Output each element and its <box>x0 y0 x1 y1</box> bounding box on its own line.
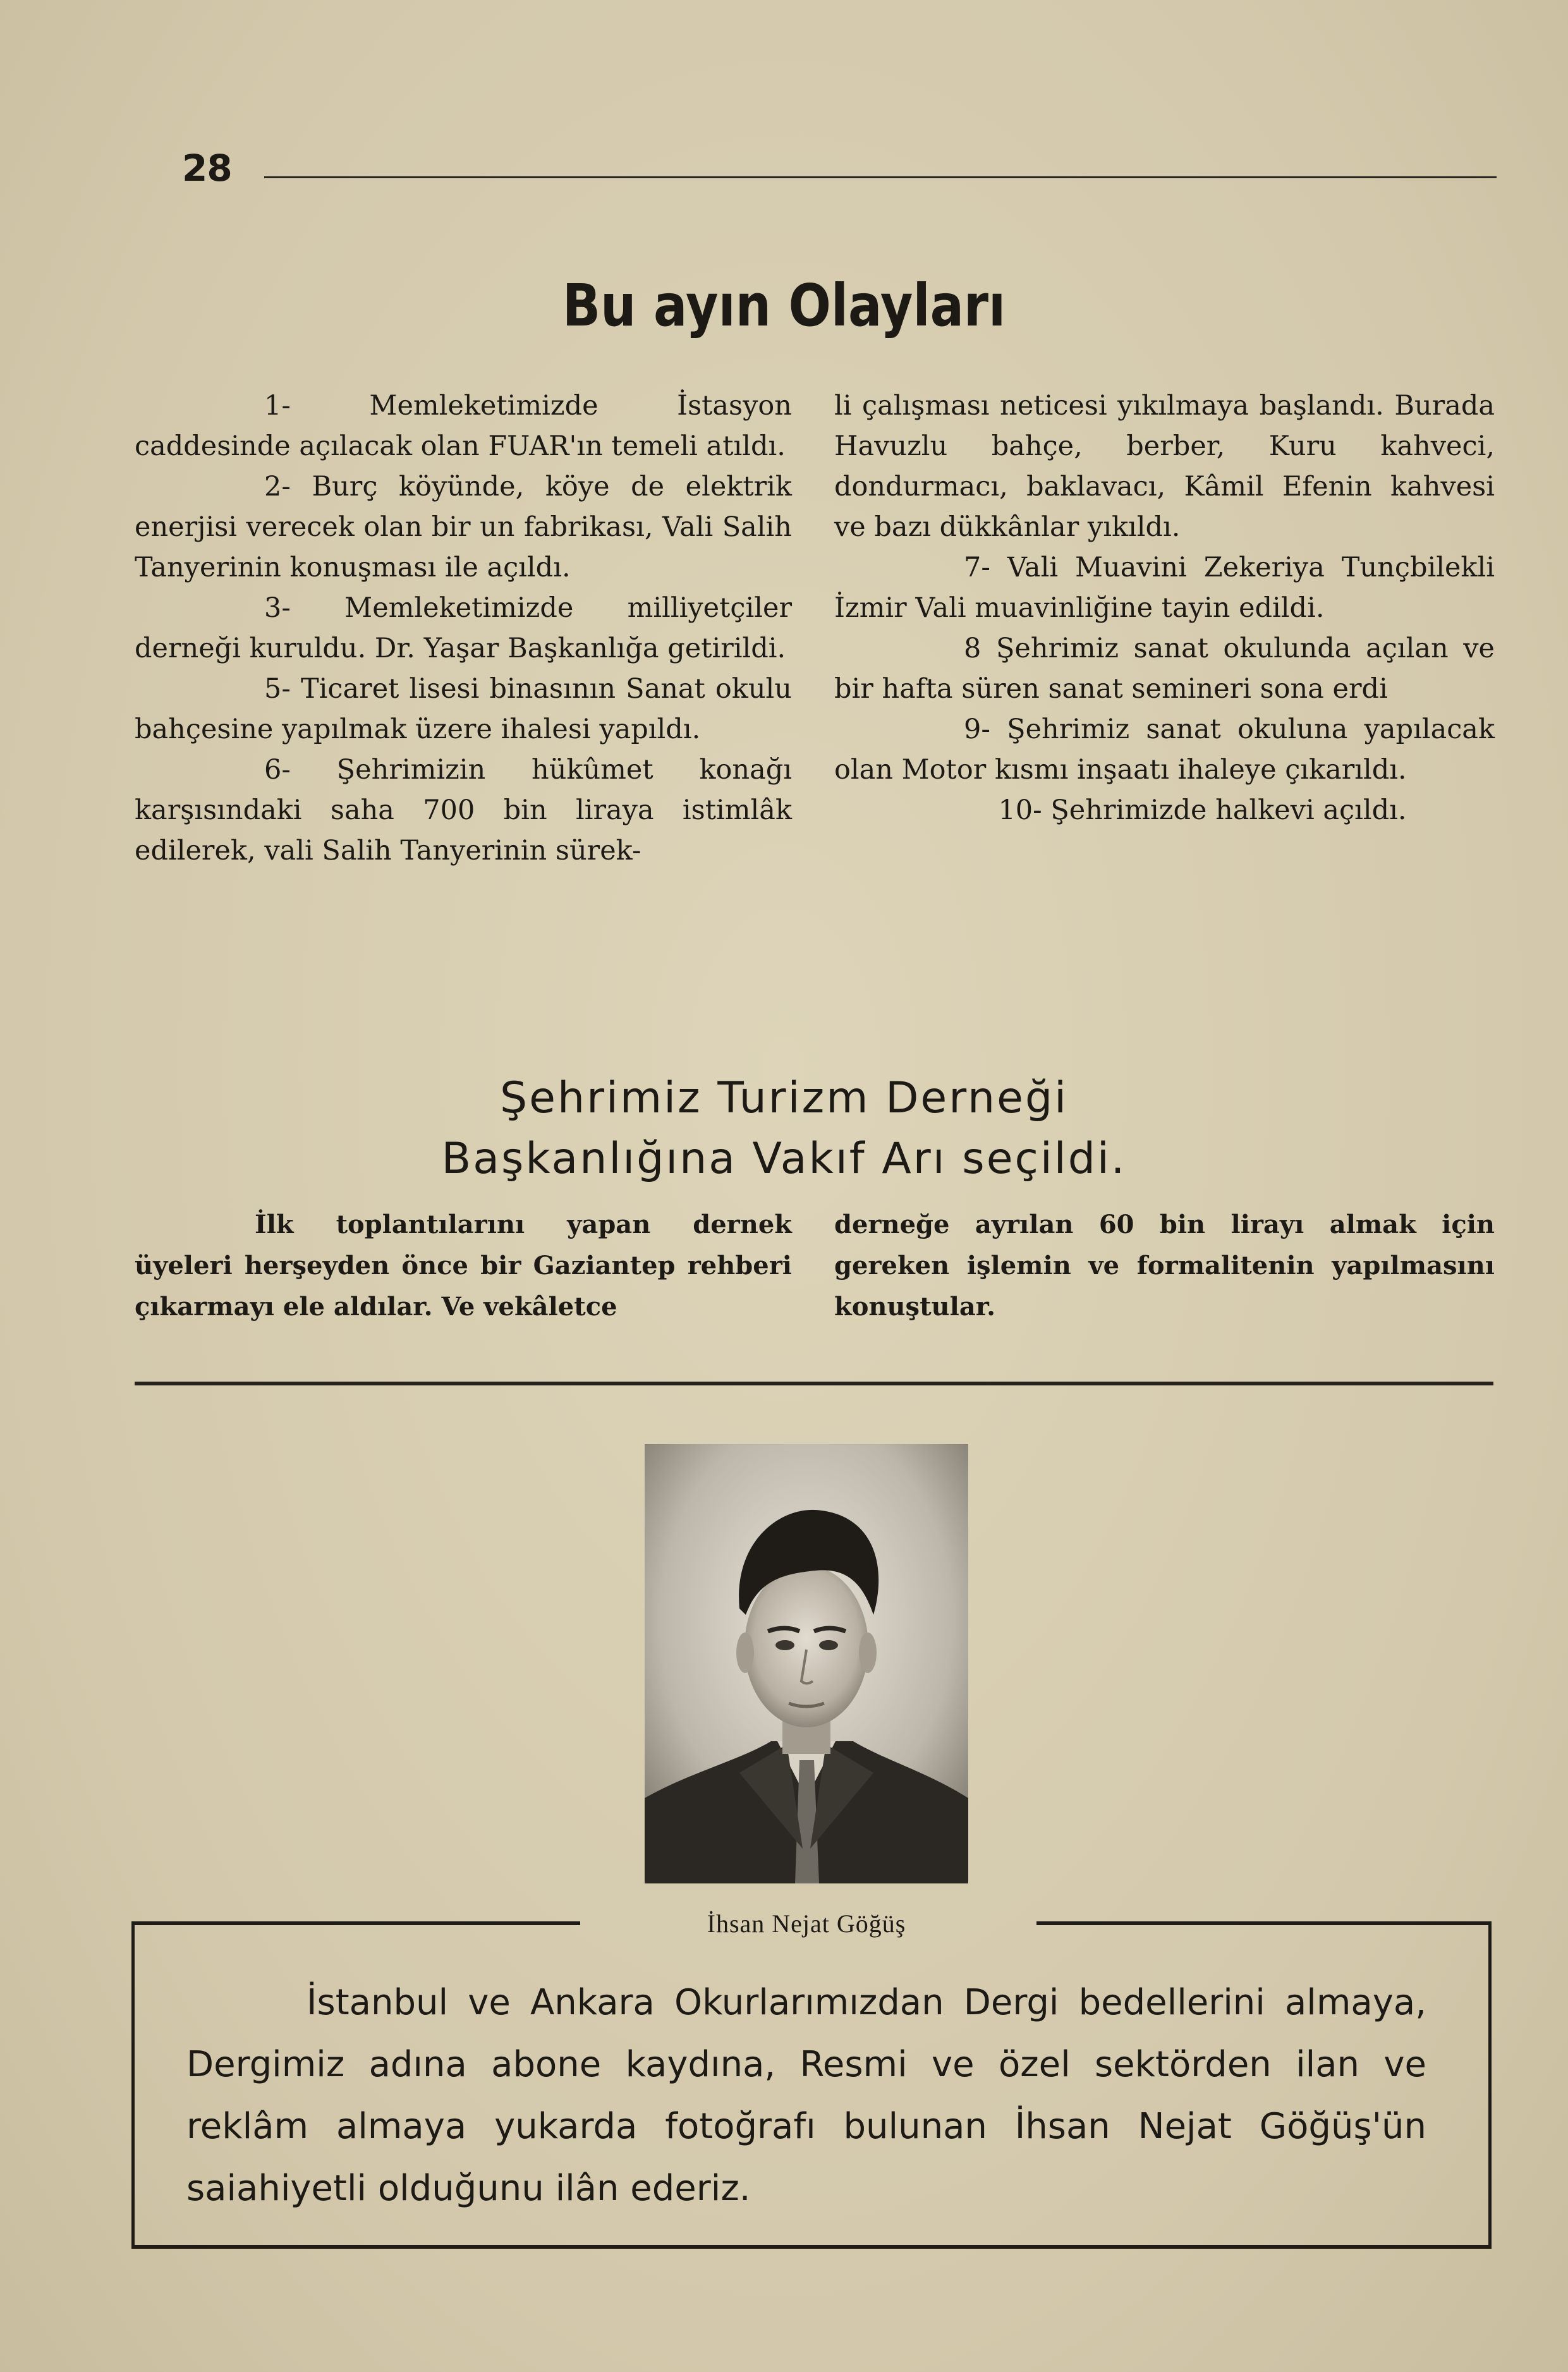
page-number: 28 <box>182 147 232 190</box>
event-item: 9- Şehrimiz sanat okuluna yapılacak olan Motor kısmı inşaatı ihaleye çıkarıldı. <box>834 714 1495 786</box>
news-headline-line: Başkanlığına Vakıf Arı seçildi. <box>441 1134 1127 1184</box>
header-rule <box>264 176 1497 178</box>
event-item: 3- Memleketimizde milliyetçiler derneği kuruldu. Dr. Yaşar Başkanlığa getirildi. <box>135 592 792 664</box>
events-right-column <box>834 386 1495 830</box>
event-item: 6- Şehrimizin hükûmet konağı karşısındaki saha 700 bin liraya istimlâk edilerek, vali Salih Tanyerinin sürek- <box>135 754 792 867</box>
notice-box-top-rule <box>131 1921 580 1925</box>
events-left-column <box>135 386 792 871</box>
event-item-continued: li çalışması neticesi yıkılmaya başlandı. Burada Havuzlu bahçe, berber, Kuru kahveci, dondurmacı, baklavacı, Kâmil Efenin kahvesi ve bazı dükkânlar yıkıldı. <box>834 390 1495 543</box>
event-item: 5- Ticaret lisesi binasının Sanat okulu bahçesine yapılmak üzere ihalesi yapıldı. <box>135 673 792 745</box>
event-item: 8 Şehrimiz sanat okulunda açılan ve bir hafta süren sanat semineri sona erdi <box>834 633 1495 705</box>
news-text-left: İlk toplantılarını yapan dernek üyeleri herşeyden önce bir Gaziantep rehberi çıkarmayı ele aldılar. Ve vekâletce <box>135 1210 792 1322</box>
section-divider <box>135 1382 1493 1385</box>
news-text-right: derneğe ayrılan 60 bin lirayı almak için gereken işlemin ve formalitenin yapılmasını konuştular. <box>834 1210 1495 1322</box>
photo-caption: İhsan Nejat Göğüş <box>707 1909 906 1938</box>
event-item: 10- Şehrimizde halkevi açıldı. <box>998 794 1407 826</box>
notice-text: İstanbul ve Ankara Okurlarımızdan Dergi bedellerini almaya, Dergimiz adına abone kaydına, Resmi ve özel sektörden ilan ve reklâm almaya yukarda fotoğrafı bulunan İhsan Nejat Göğüş'ün saiahiyetli olduğunu ilân ederiz. <box>186 1982 1426 2209</box>
news-headline <box>0 1068 1568 1189</box>
event-item: 7- Vali Muavini Zekeriya Tunçbilekli İzmir Vali muavinliğine tayin edildi. <box>834 552 1495 624</box>
news-headline-line: Şehrimiz Turizm Derneği <box>499 1073 1069 1123</box>
section-title: Bu ayın Olayları <box>562 272 1006 339</box>
notice-box-top-rule <box>1036 1921 1492 1925</box>
event-item: 2- Burç köyünde, köye de elektrik enerjisi verecek olan bir un fabrikası, Vali Salih Tanyerinin konuşması ile açıldı. <box>135 471 792 583</box>
portrait-photo <box>645 1444 968 1883</box>
event-item: 1- Memleketimizde İstasyon caddesinde açılacak olan FUAR'ın temeli atıldı. <box>135 390 792 462</box>
